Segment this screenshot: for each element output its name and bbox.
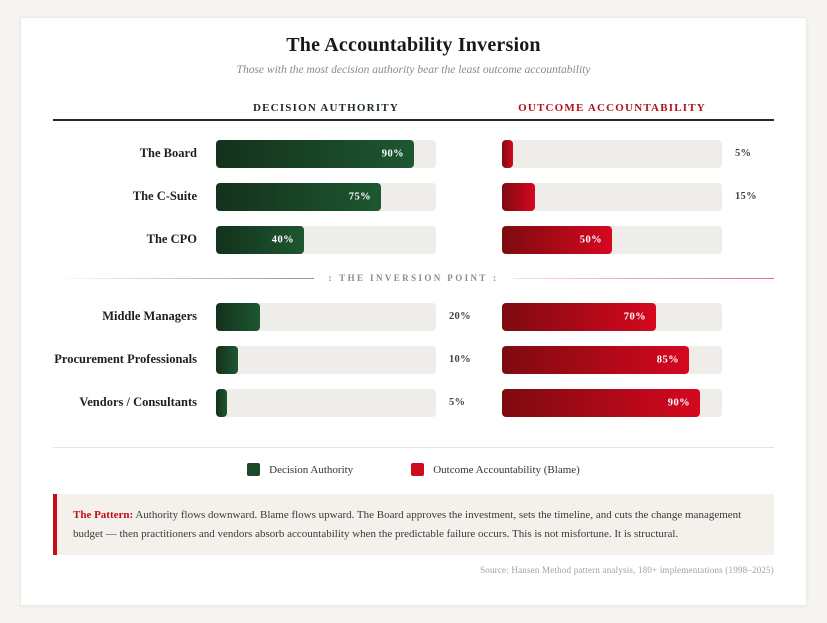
header-rule xyxy=(53,119,774,121)
authority-value-inside: 90% xyxy=(381,148,404,159)
rows-bottom xyxy=(53,295,774,424)
column-header-accountability: OUTCOME ACCOUNTABILITY xyxy=(518,102,706,114)
divider-label: ↕ THE INVERSION POINT ↕ xyxy=(327,273,500,283)
table-row xyxy=(53,381,774,424)
authority-track xyxy=(216,183,436,211)
accountability-bar xyxy=(502,303,656,331)
authority-value-outside: 10% xyxy=(449,354,471,365)
divider-line-left xyxy=(53,278,314,279)
accountability-bar xyxy=(502,226,612,254)
pattern-callout xyxy=(53,494,774,555)
legend-swatch-accountability xyxy=(411,463,424,476)
row-label: Procurement Professionals xyxy=(54,352,197,367)
legend-swatch-authority xyxy=(247,463,260,476)
authority-value-outside: 5% xyxy=(449,397,466,408)
row-label: The CPO xyxy=(146,232,197,247)
column-headers xyxy=(53,102,774,114)
authority-track xyxy=(216,389,436,417)
legend-item-authority xyxy=(247,463,353,476)
authority-bar xyxy=(216,140,414,168)
chart-title: The Accountability Inversion xyxy=(286,34,541,56)
authority-track xyxy=(216,303,436,331)
row-label: The Board xyxy=(139,146,197,161)
authority-bar xyxy=(216,226,304,254)
chart-card xyxy=(20,17,807,606)
row-label: Vendors / Consultants xyxy=(79,395,197,410)
accountability-value-inside: 85% xyxy=(656,354,679,365)
table-row xyxy=(53,218,774,261)
accountability-track xyxy=(502,226,722,254)
row-label: The C-Suite xyxy=(132,189,197,204)
accountability-value-inside: 90% xyxy=(667,397,690,408)
authority-bar xyxy=(216,346,238,374)
table-row xyxy=(53,338,774,381)
chart-subtitle: Those with the most decision authority bear the least outcome accountability xyxy=(236,64,591,76)
accountability-bar xyxy=(502,389,700,417)
authority-track xyxy=(216,226,436,254)
accountability-bar xyxy=(502,140,513,168)
authority-bar xyxy=(216,183,381,211)
accountability-bar xyxy=(502,183,535,211)
authority-track xyxy=(216,346,436,374)
authority-value-outside: 20% xyxy=(449,311,471,322)
legend-label-accountability: Outcome Accountability (Blame) xyxy=(433,463,580,476)
rows-top xyxy=(53,132,774,261)
pattern-lead: The Pattern: xyxy=(73,509,134,521)
divider-line-right xyxy=(513,278,774,279)
accountability-value-outside: 15% xyxy=(735,191,757,202)
authority-bar xyxy=(216,303,260,331)
accountability-value-outside: 5% xyxy=(735,148,752,159)
accountability-value-inside: 70% xyxy=(623,311,646,322)
accountability-track xyxy=(502,140,722,168)
accountability-track xyxy=(502,389,722,417)
column-header-authority: DECISION AUTHORITY xyxy=(253,102,399,114)
accountability-value-inside: 50% xyxy=(579,234,602,245)
authority-bar xyxy=(216,389,227,417)
authority-value-inside: 75% xyxy=(348,191,371,202)
table-row xyxy=(53,175,774,218)
accountability-track xyxy=(502,346,722,374)
accountability-track xyxy=(502,183,722,211)
table-row xyxy=(53,132,774,175)
row-label: Middle Managers xyxy=(102,309,197,324)
accountability-track xyxy=(502,303,722,331)
pattern-body: Authority flows downward. Blame flows upward. The Board approves the investment, sets the timeline, and cuts the change management budget — then practitioners and vendors absorb accountability when the predictable failure occurs. This is not misfortune. It is structural. xyxy=(73,509,742,540)
inversion-divider xyxy=(53,261,774,295)
authority-track xyxy=(216,140,436,168)
source-note: Source: Hansen Method pattern analysis, 180+ implementations (1998–2025) xyxy=(480,565,774,576)
accountability-bar xyxy=(502,346,689,374)
legend-item-accountability xyxy=(411,463,580,476)
legend-label-authority: Decision Authority xyxy=(269,463,354,476)
legend xyxy=(53,447,774,488)
table-row xyxy=(53,295,774,338)
authority-value-inside: 40% xyxy=(271,234,294,245)
